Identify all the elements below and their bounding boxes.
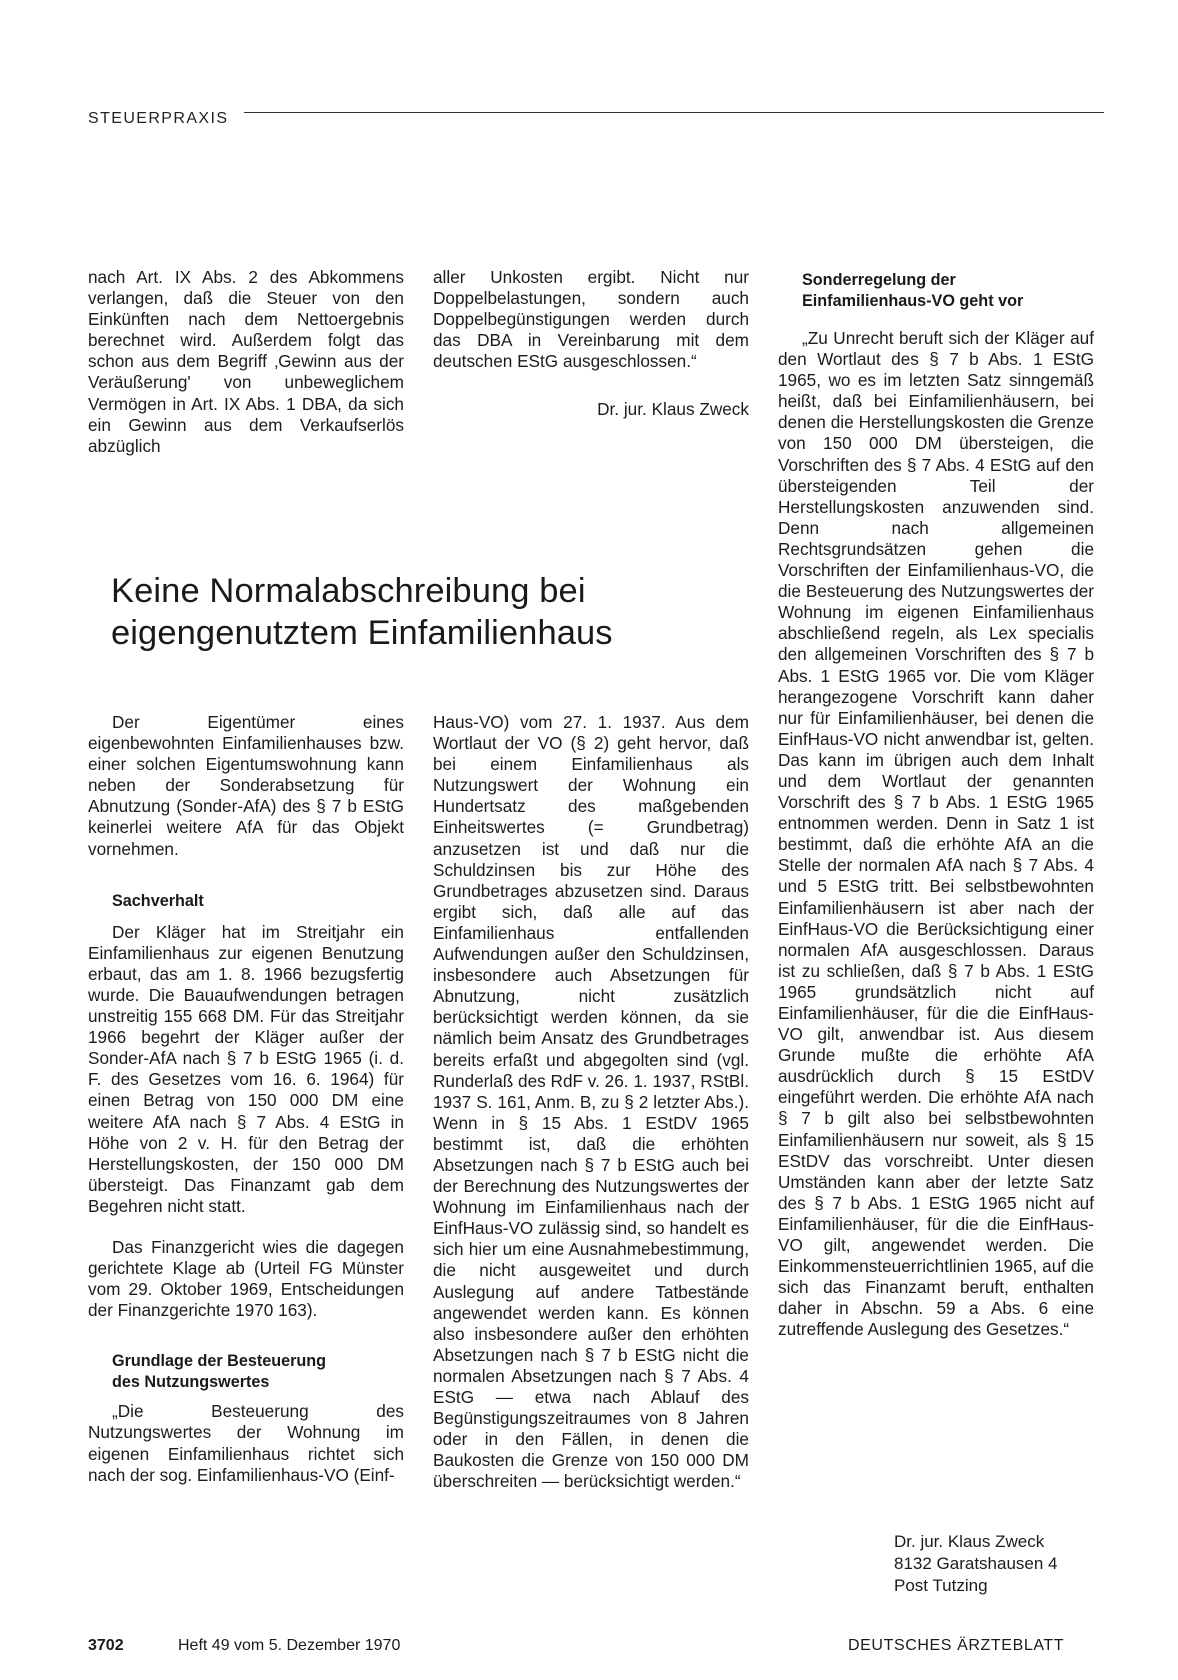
grundlage-paragraph-1: „Die Besteuerung des Nutzungswertes der Wohnung im eigenen Einfamilienhaus richtet sich nach der sog. Einfamilienhaus-VO (Einf- (88, 1401, 404, 1485)
article-column-2 (433, 712, 749, 1492)
sachverhalt-paragraph-2: Das Finanzgericht wies die dagegen gerichtete Klage ab (Urteil FG Münster vom 29. Oktober 1969, Entscheidungen der Finanzgerichte 1970 163). (88, 1236, 404, 1321)
article-title-line-1: Keine Normalabschreibung bei (111, 572, 586, 610)
heading-grundlage-line-2: des Nutzungswertes (112, 1373, 270, 1392)
heading-grundlage-line-1: Grundlage der Besteuerung (112, 1352, 327, 1371)
article-lead: Der Eigentümer eines eigenbewohnten Einfamilienhauses bzw. einer solchen Eigentumswohnung kann neben der Sonderabsetzung für Abnutzung (Sonder-AfA) des § 7 b EStG keinerlei weitere AfA für das Objekt vornehmen. (88, 712, 404, 859)
issue-info: Heft 49 vom 5. Dezember 1970 (178, 1637, 401, 1654)
header-rule (244, 112, 1104, 113)
sachverhalt-paragraph-1: Der Kläger hat im Streitjahr ein Einfamilienhaus zur eigenen Benutzung erbaut, das am 1. 8. 1966 bezugsfertig wurde. Die Bauaufwendungen betragen unstreitig 155 668 DM. Für das Streitjahr 1966 begehrt der Kläger außer der Sonder-AfA nach § 7 b EStG 1965 (i. d. F. des Gesetzes vom 16. 6. 1964) für einen Betrag von 150 000 DM eine weitere AfA nach § 7 Abs. 4 EStG in Höhe von 2 v. H. für den Betrag der Herstellungskosten, der 150 000 DM übersteigt. Das Finanzamt gab dem Begehren nicht statt. (88, 921, 404, 1216)
heading-sonderregelung-line-1: Sonderregelung der (802, 271, 956, 289)
author-address: 8132 Garatshausen 4 (894, 1554, 1058, 1573)
heading-sachverhalt: Sachverhalt (112, 891, 204, 910)
author-post: Post Tutzing (894, 1576, 988, 1595)
heading-sonderregelung-line-2: Einfamilienhaus-VO geht vor (802, 292, 1024, 310)
prev-article-text-2: aller Unkosten ergibt. Nicht nur Doppelbelastungen, sondern auch Doppelbegünstigungen werden durch das DBA in Vereinbarung mit dem deutschen EStG ausgeschlossen.“ (433, 267, 749, 372)
prev-article-text-1: nach Art. IX Abs. 2 des Abkommens verlangen, daß die Steuer von den Einkünften nach dem Nettoergebnis berechnet wird. Außerdem folgt das schon aus dem Begriff ‚Gewinn aus der Veräußerung' von unbeweglichem Vermögen in Art. IX Abs. 1 DBA, da sich ein Gewinn aus dem Verkaufserlös abzüglich (88, 267, 404, 456)
prev-article-column-2 (433, 267, 749, 421)
prev-article-column-1 (88, 267, 404, 457)
page-number: 3702 (88, 1637, 124, 1654)
article-column-3-text: „Zu Unrecht beruft sich der Kläger auf den Wortlaut des § 7 b Abs. 1 EStG 1965, wo es im letzten Satz sinngemäß heißt, daß bei Einfamilienhäusern, bei denen die Herstellungskosten die Grenze von 150 000 DM übersteigen, die Vorschriften des § 7 Abs. 4 EStG auf den übersteigenden Teil der Herstellungskosten anzuwenden sind. Denn nach allgemeinen Rechtsgrundsätzen gehen die Vorschriften der Einfamilienhaus-VO, die die Besteuerung des Nutzungswertes der Wohnung im eigenen Einfamilienhaus abschließend regeln, als Lex specialis den allgemeinen Vorschriften des § 7 b Abs. 1 EStG 1965 vor. Die vom Kläger herangezogene Vorschrift kann daher nur für Einfamilienhäuser, bei denen die EinfHaus-VO nicht anwendbar ist, gelten. Das kann im übrigen auch dem Inhalt und dem Wortlaut der genannten Vorschrift des § 7 b Abs. 1 EStG 1965 entnommen werden. Denn in Satz 1 ist bestimmt, daß die erhöhte AfA an die Stelle der normalen AfA nach § 7 Abs. 4 und 5 EStG tritt. Bei selbstbewohnten Einfamilienhäusern ist aber nach der EinfHaus-VO die Berücksichtigung einer normalen AfA ausgeschlossen. Daraus ist zu schließen, daß § 7 b Abs. 1 EStG 1965 grundsätzlich nicht auf Einfamilienhäuser, für die die EinfHaus-VO gilt, anwendbar ist. Aus diesem Grunde mußte die erhöhte AfA ausdrücklich durch § 15 EStDV eingeführt werden. Die erhöhte AfA nach § 7 b gilt also bei selbstbewohnten Einfamilienhäusern nur soweit, als § 15 EStDV das vorschreibt. Unter diesen Umständen kann aber der letzte Satz des § 7 b Abs. 1 EStG 1965 nicht auf Einfamilienhäuser, für die die EinfHaus-VO gilt, angewendet werden. Die Einkommensteuerrichtlinien 1965, auf die sich das Finanzamt beruft, enthalten daher in Abschn. 59 a Abs. 6 eine zutreffende Auslegung des Gesetzes.“ (778, 328, 1094, 1340)
article-column-3 (778, 270, 1094, 1341)
prev-article-author: Dr. jur. Klaus Zweck (597, 399, 749, 420)
author-name: Dr. jur. Klaus Zweck (894, 1532, 1045, 1551)
article-author (894, 1531, 1058, 1597)
article-column-1 (88, 712, 404, 1486)
article-column-2-text: Haus-VO) vom 27. 1. 1937. Aus dem Wortlaut der VO (§ 2) geht hervor, daß bei einem Einfamilienhaus als Nutzungswert der Wohnung ein Hundertsatz des maßgebenden Einheitswertes (= Grundbetrag) anzusetzen ist und daß nur die Schuldzinsen bis zur Höhe des Grundbetrages abzusetzen sind. Daraus ergibt sich, daß alle auf das Einfamilienhaus entfallenden Aufwendungen außer den Schuldzinsen, insbesondere auch Absetzungen für Abnutzung, nicht zusätzlich berücksichtigt werden können, da sie nämlich beim Ansatz des Grundbetrages bereits erfaßt und abgegolten sind (vgl. Runderlaß des RdF v. 26. 1. 1937, RStBl. 1937 S. 161, Anm. B, zu § 2 letzter Abs.). Wenn in § 15 Abs. 1 EStDV 1965 bestimmt ist, daß die erhöhten Absetzungen nach § 7 b EStG auch bei der Berechnung des Nutzungswertes der Wohnung im Einfamilienhaus nach der EinfHaus-VO zulässig sind, so handelt es sich hier um eine Ausnahmebestimmung, die nicht ausgeweitet und durch Auslegung auf andere Tatbestände angewendet werden kann. Es können also insbesondere außer den erhöhten Absetzungen nach § 7 b EStG nicht die normalen Absetzungen nach § 7 Abs. 4 EStG — etwa nach Ablauf des Begünstigungszeitraumes von 8 Jahren oder in den Fällen, in denen die Baukosten die Grenze von 150 000 DM überschreiten — berücksichtigt werden.“ (433, 712, 749, 1492)
publication-name: DEUTSCHES ÄRZTEBLATT (848, 1637, 1065, 1654)
section-label: STEUERPRAXIS (88, 110, 229, 127)
article-title-line-2: eigengenutztem Einfamilienhaus (111, 614, 613, 652)
article-title (111, 570, 613, 654)
